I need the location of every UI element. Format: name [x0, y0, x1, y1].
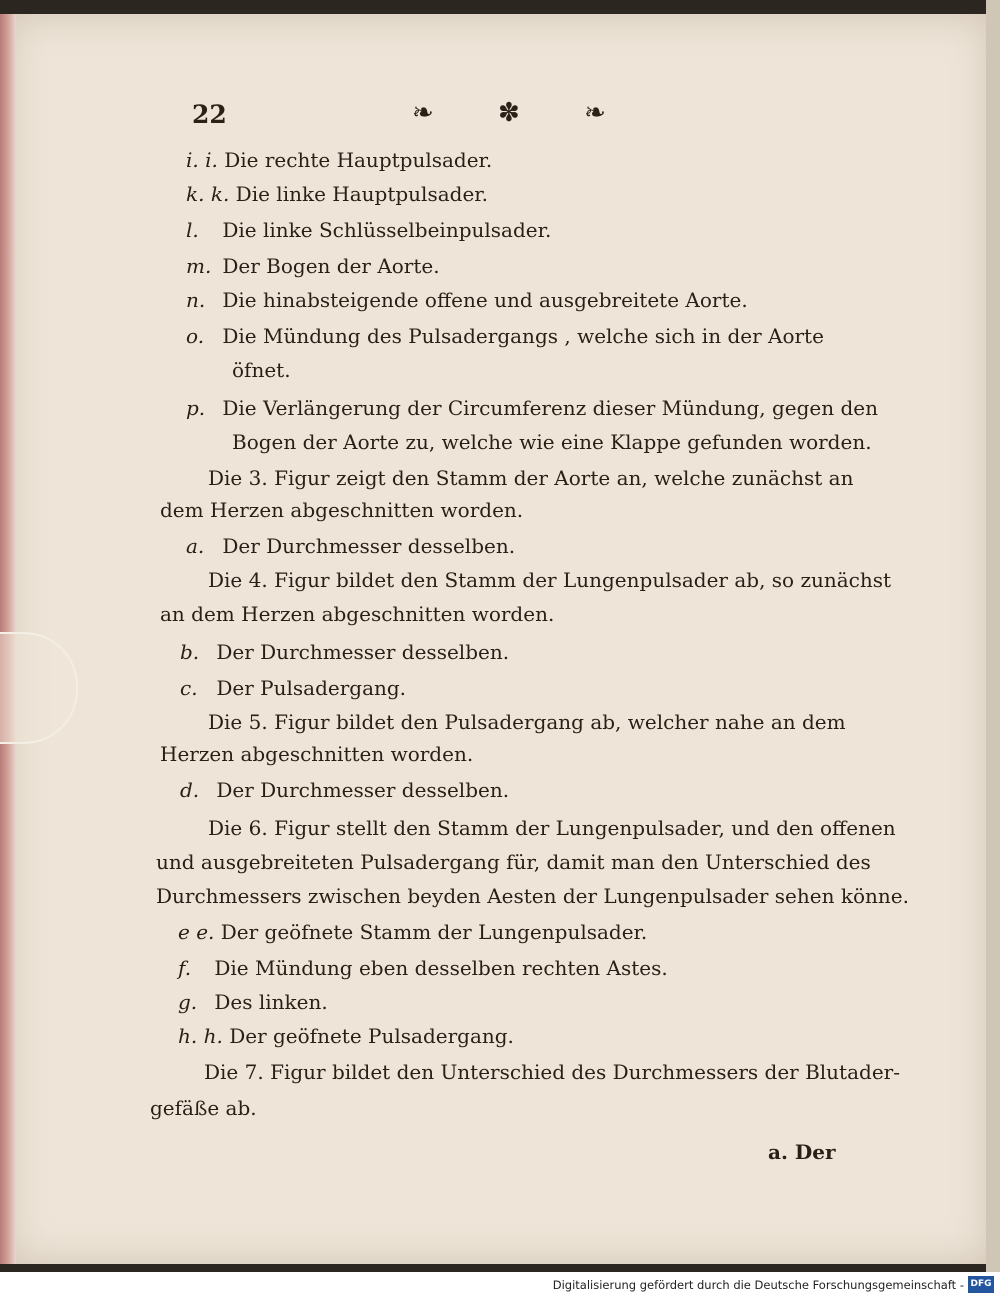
- line-label: d.: [180, 778, 200, 802]
- line-text: Die 4. Figur bildet den Stamm der Lungenpulsader ab, so zunächst: [208, 568, 892, 592]
- text-line: [232, 428, 872, 456]
- line-text: Die Mündung eben desselben rechten Astes.: [214, 956, 668, 980]
- line-label: m.: [186, 254, 212, 278]
- line-text: Der Durchmesser desselben.: [216, 778, 510, 802]
- text-line: [150, 1094, 257, 1122]
- line-text: und ausgebreiteten Pulsadergang für, damit man den Unterschied des: [156, 850, 871, 874]
- text-line: [160, 600, 554, 628]
- line-label: i. i.: [186, 148, 218, 172]
- line-text: Die linke Schlüsselbeinpulsader.: [222, 218, 552, 242]
- line-text: Die hinabsteigende offene und ausgebreitete Aorte.: [222, 288, 748, 312]
- line-text: Der Bogen der Aorte.: [222, 254, 440, 278]
- line-label: e e.: [178, 920, 215, 944]
- text-line: [186, 394, 878, 422]
- digitization-footer: [0, 1272, 1000, 1298]
- line-label: p.: [186, 396, 206, 420]
- line-label: k. k.: [186, 182, 230, 206]
- text-line: [180, 674, 406, 702]
- ornament-icon: ❧ ✽ ❧: [412, 98, 634, 128]
- line-text: Die 3. Figur zeigt den Stamm der Aorte an, welche zunächst an: [208, 466, 854, 490]
- text-line: [186, 322, 824, 350]
- text-line: [160, 740, 473, 768]
- line-text: dem Herzen abgeschnitten worden.: [160, 498, 524, 522]
- text-line: [232, 356, 291, 384]
- text-line: [186, 180, 488, 208]
- text-line: [186, 532, 515, 560]
- line-text: Die linke Hauptpulsader.: [235, 182, 488, 206]
- line-label: b.: [180, 640, 200, 664]
- line-text: Die Mündung des Pulsadergangs , welche sich in der Aorte: [222, 324, 824, 348]
- text-line: [186, 216, 551, 244]
- page-right-edge: [986, 0, 1000, 1272]
- text-line: [186, 146, 492, 174]
- text-line: [180, 638, 509, 666]
- line-label: g.: [178, 990, 198, 1014]
- line-text: Durchmessers zwischen beyden Aesten der Lungenpulsader sehen könne.: [156, 884, 909, 908]
- line-text: Die rechte Hauptpulsader.: [224, 148, 493, 172]
- line-text: Die 5. Figur bildet den Pulsadergang ab, welcher nahe an dem: [208, 710, 846, 734]
- line-text: Der geöfnete Pulsadergang.: [229, 1024, 514, 1048]
- line-text: Der Pulsadergang.: [216, 676, 407, 700]
- text-line: [186, 286, 748, 314]
- text-line: [208, 814, 896, 842]
- footer-text: Digitalisierung gefördert durch die Deutsche Forschungsgemeinschaft -: [552, 1278, 964, 1292]
- dfg-logo-icon: DFG: [968, 1276, 994, 1293]
- line-label: l.: [186, 218, 199, 242]
- text-line: [178, 918, 647, 946]
- text-line: [208, 708, 846, 736]
- text-line: [178, 1022, 514, 1050]
- line-text: Die 7. Figur bildet den Unterschied des Durchmessers der Blutader-: [204, 1060, 900, 1084]
- text-line: [208, 464, 853, 492]
- line-text: Der geöfnete Stamm der Lungenpulsader.: [220, 920, 648, 944]
- line-text: öfnet.: [232, 358, 291, 382]
- line-text: Des linken.: [214, 990, 328, 1014]
- text-line: [178, 988, 328, 1016]
- line-label: f.: [178, 956, 192, 980]
- text-line: [204, 1058, 900, 1086]
- line-label: c.: [180, 676, 198, 700]
- line-label: a.: [186, 534, 205, 558]
- page-header: [192, 98, 852, 138]
- line-label: n.: [186, 288, 206, 312]
- line-text: Herzen abgeschnitten worden.: [160, 742, 474, 766]
- line-text: an dem Herzen abgeschnitten worden.: [160, 602, 555, 626]
- text-line: [156, 882, 909, 910]
- line-label: h. h.: [178, 1024, 223, 1048]
- text-line: [208, 566, 891, 594]
- line-text: Der Durchmesser desselben.: [222, 534, 516, 558]
- text-line: [186, 252, 440, 280]
- page-number: 22: [192, 100, 227, 129]
- text-line: [180, 776, 509, 804]
- line-label: o.: [186, 324, 205, 348]
- line-text: Die Verlängerung der Circumferenz dieser Mündung, gegen den: [222, 396, 878, 420]
- line-text: Bogen der Aorte zu, welche wie eine Klappe gefunden worden.: [232, 430, 872, 454]
- line-text: Die 6. Figur stellt den Stamm der Lungenpulsader, und den offenen: [208, 816, 896, 840]
- text-line: [156, 848, 871, 876]
- line-text: Der Durchmesser desselben.: [216, 640, 510, 664]
- catchword: a. Der: [768, 1140, 836, 1164]
- line-text: gefäße ab.: [150, 1096, 257, 1120]
- text-line: [160, 496, 523, 524]
- text-line: [178, 954, 668, 982]
